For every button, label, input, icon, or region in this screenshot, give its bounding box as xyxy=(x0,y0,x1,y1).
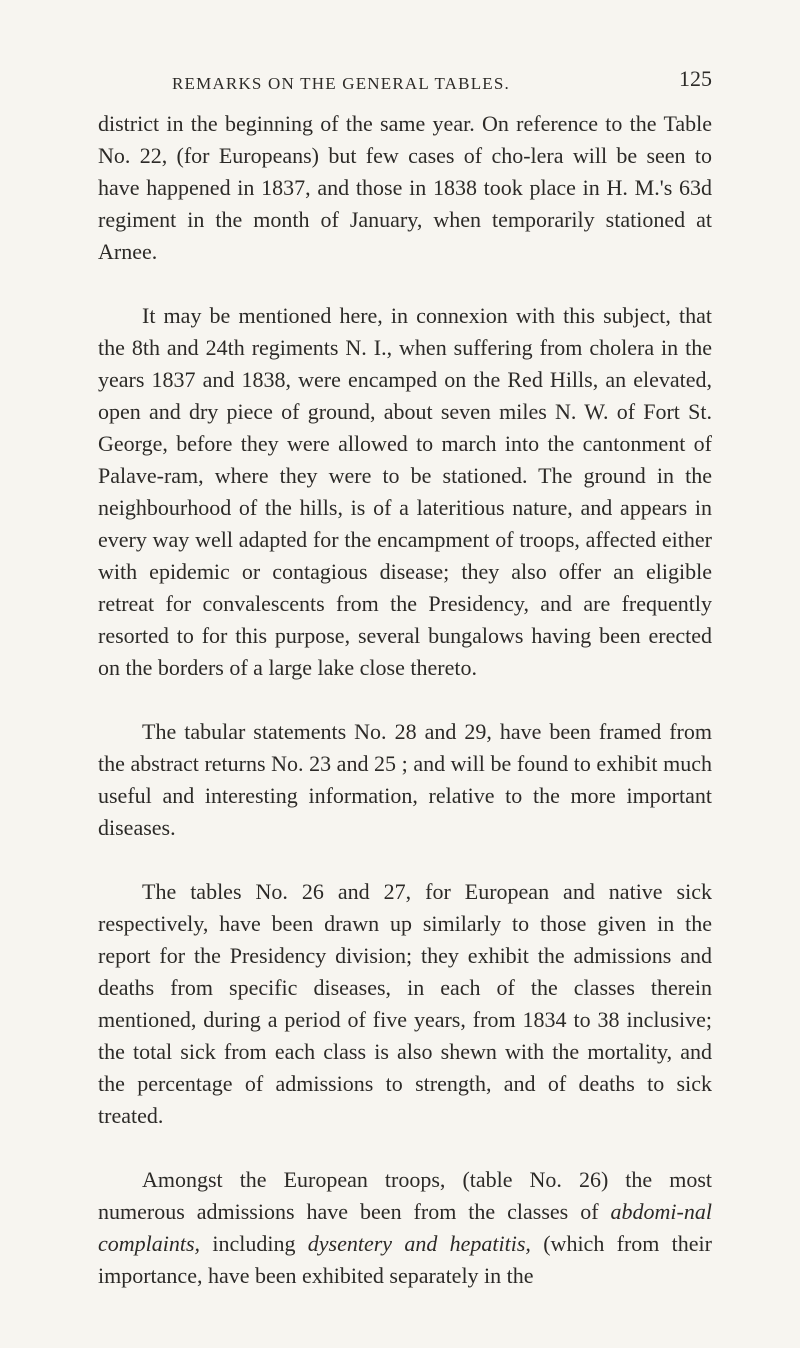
running-head-title: REMARKS ON THE GENERAL TABLES. xyxy=(172,74,510,93)
paragraph-2: It may be mentioned here, in connexion with this subject, that the 8th and 24th regiments N. I., when suffering from cholera in the years 1837 and 1838, were encamped on the Red Hills, an elevated, open and dry piece of ground, about seven miles N. W. of Fort St. George, before they were allowed to march into the cantonment of Palave-ram, where they were to be stationed. The ground in the neighbourhood of the hills, is of a lateritious nature, and appears in every way well adapted for the encampment of troops, affected either with epidemic or contagious disease; they also offer an eligible retreat for convalescents from the Presidency, and are frequently resorted to for this purpose, several bungalows having been erected on the borders of a large lake close thereto. xyxy=(98,303,712,680)
paragraph-5 xyxy=(98,1164,712,1292)
paragraph-5-part-1: Amongst the European troops, (table No. 26) the most numerous admissions have been from the classes of xyxy=(98,1167,712,1224)
paragraph-1: district in the beginning of the same year. On reference to the Table No. 22, (for Europeans) but few cases of cho-lera will be seen to have happened in 1837, and those in 1838 took place in H. M.'s 63d regiment in the month of January, when temporarily stationed at Arnee. xyxy=(98,111,712,264)
paragraph-5-part-2: including xyxy=(200,1231,308,1256)
paragraph-3: The tabular statements No. 28 and 29, have been framed from the abstract returns No. 23 and 25 ; and will be found to exhibit much useful and interesting information, relative to the more important diseases. xyxy=(98,719,712,840)
paragraph-5-part-3: (which from their importance, have been exhibited separately in the xyxy=(98,1231,712,1288)
running-header xyxy=(98,62,712,96)
italic-dysentery-hepatitis: dysentery and hepatitis, xyxy=(307,1231,531,1256)
body-text xyxy=(98,108,712,1292)
italic-abdominal-complaints: abdomi-nal complaints, xyxy=(98,1199,712,1256)
paragraph-4: The tables No. 26 and 27, for European and native sick respectively, have been drawn up similarly to those given in the report for the Presidency division; they exhibit the admissions and deaths from specific diseases, in each of the classes therein mentioned, during a period of five years, from 1834 to 38 inclusive; the total sick from each class is also shewn with the mortality, and the percentage of admissions to strength, and of deaths to sick treated. xyxy=(98,879,712,1128)
page-number: 125 xyxy=(679,66,712,91)
